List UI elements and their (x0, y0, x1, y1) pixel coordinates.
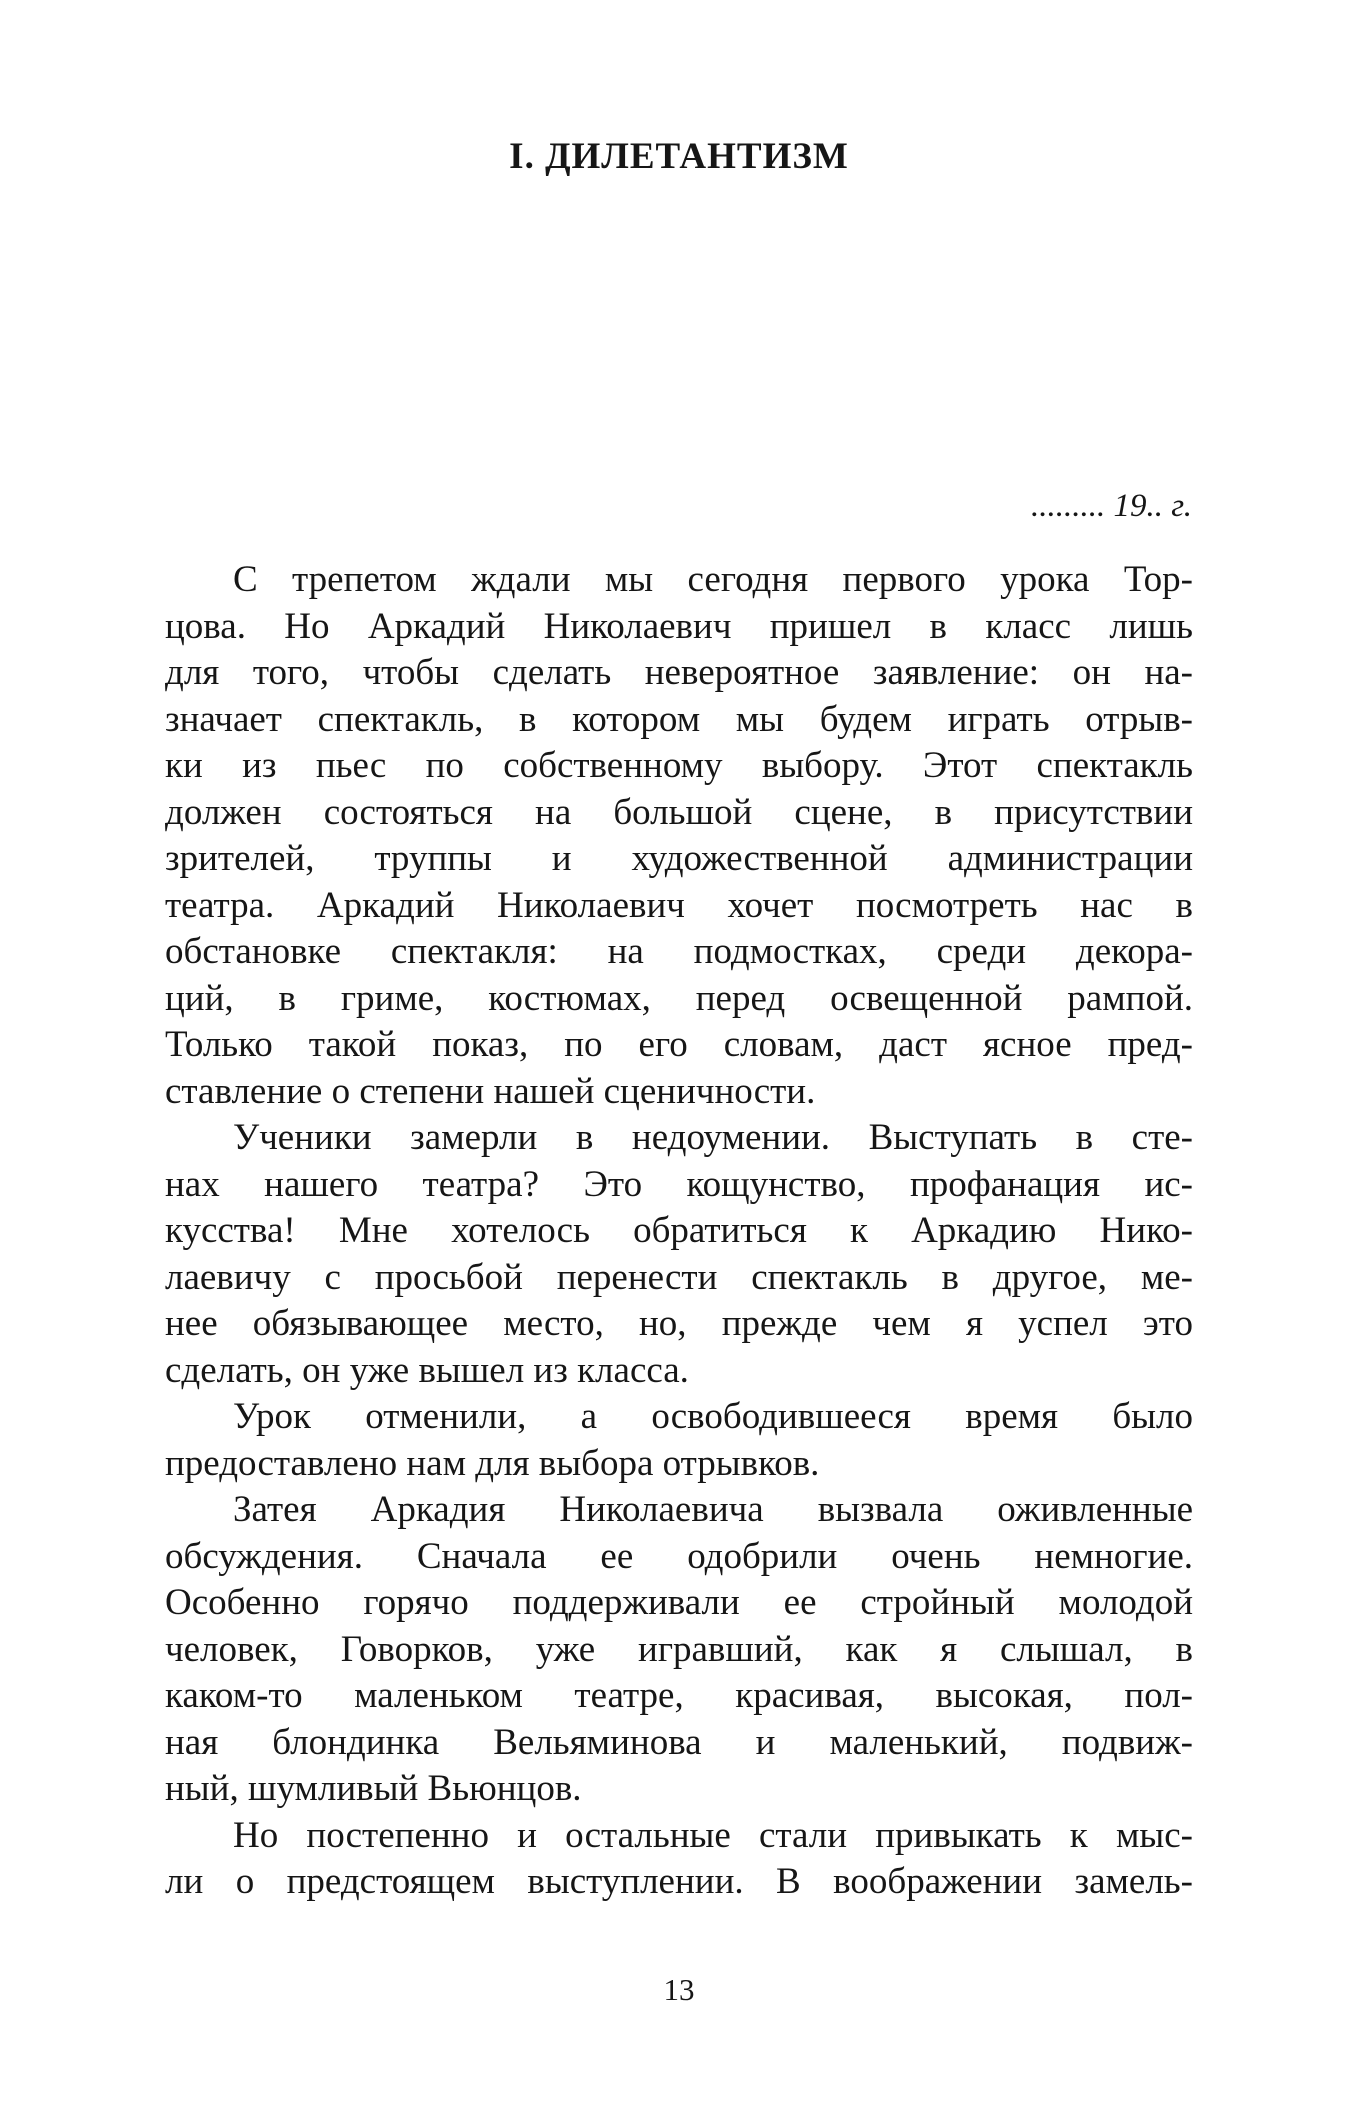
text-line: цова. Но Аркадий Николаевич пришел в класс лишь (165, 605, 1193, 647)
text-line: Особенно горячо поддерживали ее стройный молодой (165, 1582, 1193, 1623)
text-line: зрителей, труппы и художественной администрации (165, 838, 1193, 879)
body-text (165, 557, 1193, 1906)
text-line: Только такой показ, по его словам, даст ясное пред- (165, 1024, 1193, 1065)
text-line: должен состояться на большой сцене, в присутствии (165, 791, 1193, 833)
text-line: ли о предстоящем выступлении. В воображении замель- (165, 1861, 1193, 1902)
date-line: ......... 19.. г. (1031, 488, 1192, 524)
text-line: каком-то маленьком театре, красивая, высокая, пол- (165, 1675, 1193, 1716)
text-line: ставление о степени нашей сценичности. (165, 1070, 816, 1112)
text-line: театра. Аркадий Николаевич хочет посмотреть нас в (165, 884, 1193, 926)
text-line: Ученики замерли в недоумении. Выступать в сте- (233, 1117, 1193, 1158)
text-line: нее обязывающее место, но, прежде чем я успел это (165, 1303, 1193, 1344)
text-line: Но постепенно и остальные стали привыкать к мыс- (233, 1814, 1193, 1856)
text-line: сделать, он уже вышел из класса. (165, 1349, 689, 1391)
page-number: 13 (663, 1972, 695, 2007)
text-line: ная блондинка Вельяминова и маленький, подвиж- (165, 1721, 1193, 1763)
text-line: ный, шумливый Вьюнцов. (165, 1768, 582, 1809)
text-line: человек, Говорков, уже игравший, как я слышал, в (165, 1628, 1193, 1670)
chapter-title: I. ДИЛЕТАНТИЗМ (509, 136, 849, 177)
text-line: С трепетом ждали мы сегодня первого урока Тор- (233, 559, 1193, 600)
text-line: нах нашего театра? Это кощунство, профанация ис- (165, 1163, 1193, 1205)
text-line: для того, чтобы сделать невероятное заявление: он на- (165, 652, 1193, 693)
text-line: обстановке спектакля: на подмостках, среди декора- (165, 931, 1193, 972)
text-line: предоставлено нам для выбора отрывков. (165, 1442, 820, 1484)
text-line: лаевичу с просьбой перенести спектакль в другое, ме- (165, 1256, 1193, 1298)
text-line: ки из пьес по собственному выбору. Этот спектакль (165, 745, 1193, 786)
text-line: значает спектакль, в котором мы будем играть отрыв- (165, 698, 1193, 740)
text-line: Затея Аркадия Николаевича вызвала оживленные (233, 1489, 1193, 1530)
text-line: обсуждения. Сначала ее одобрили очень немногие. (165, 1535, 1193, 1577)
text-line: ций, в гриме, костюмах, перед освещенной рампой. (165, 977, 1193, 1019)
text-line: Урок отменили, а освободившееся время было (233, 1396, 1193, 1437)
text-line: кусства! Мне хотелось обратиться к Аркадию Нико- (165, 1210, 1193, 1251)
